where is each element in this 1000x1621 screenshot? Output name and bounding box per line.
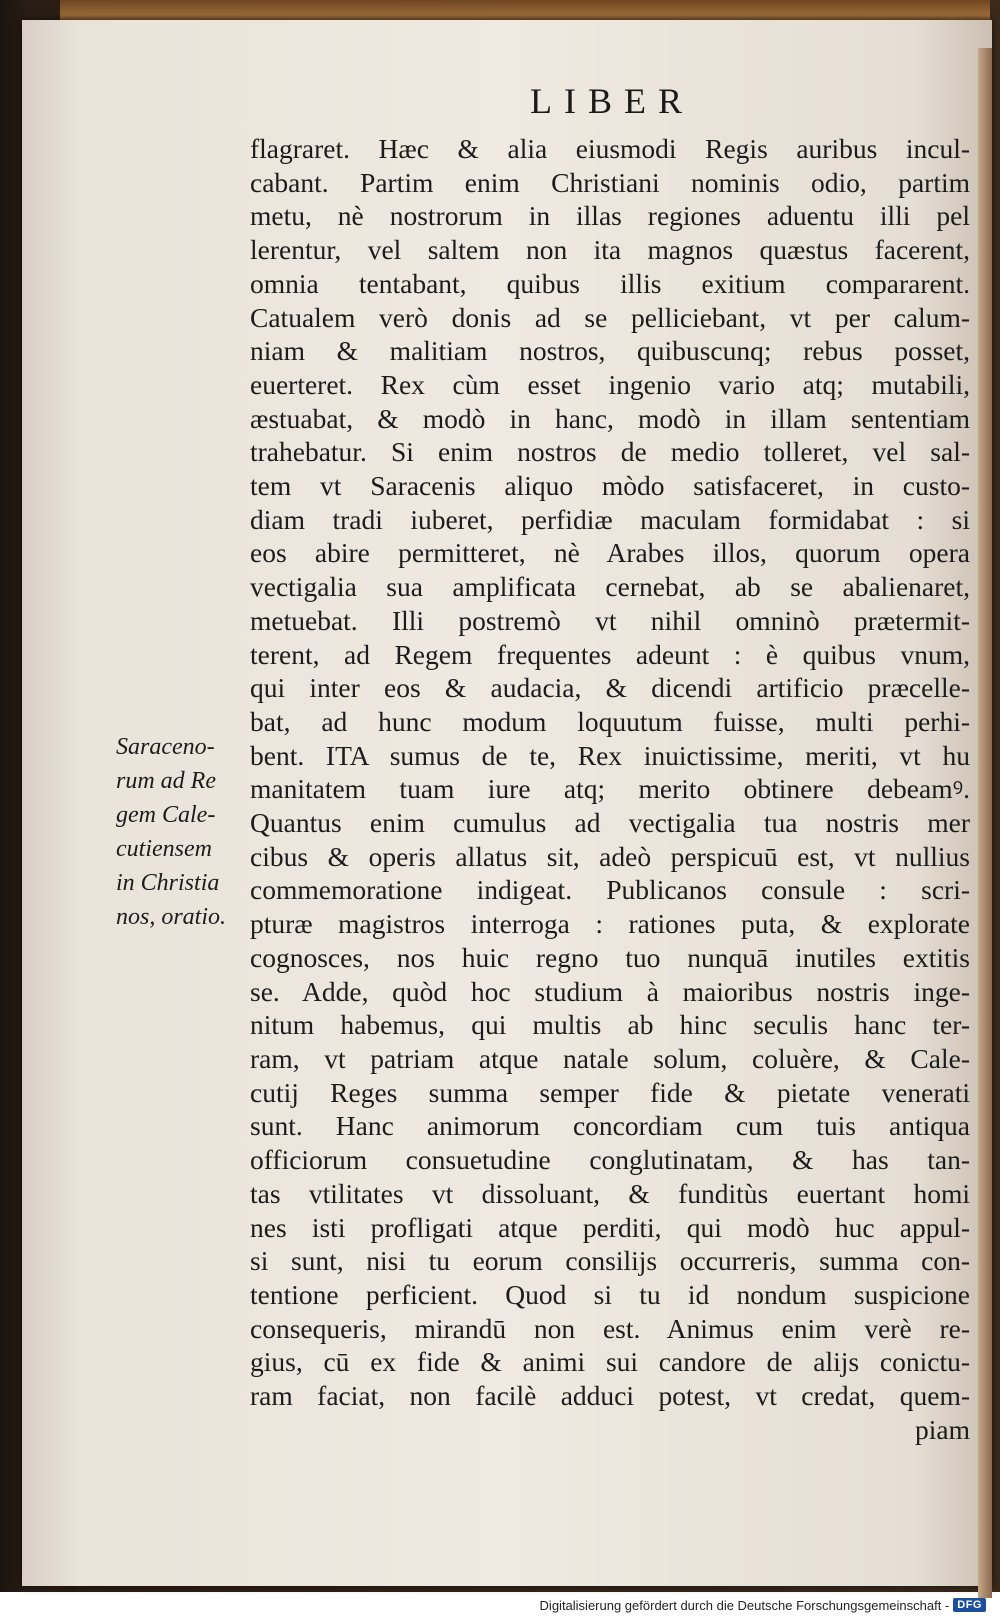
text-line: gius, cū ex fide & animi sui candore de alijs conictu-: [250, 1346, 970, 1378]
text-line: cabant. Partim enim Christiani nominis odio, partim: [250, 166, 970, 198]
text-line: consequeris, mirandū non est. Animus enim verè re-: [250, 1312, 970, 1344]
text-line: flagraret. Hæc & alia eiusmodi Regis auribus incul-: [250, 133, 970, 164]
text-line: nitum habemus, qui multis ab hinc seculis hanc ter-: [250, 1009, 970, 1041]
text-line: nes isti profligati atque perditi, qui modò huc appul-: [250, 1211, 970, 1243]
text-line: officiorum consuetudine conglutinatam, & has tan-: [250, 1144, 970, 1176]
page-right-edge: [978, 48, 992, 1598]
footer-text: Digitalisierung gefördert durch die Deutsche Forschungsgemeinschaft -: [539, 1597, 950, 1613]
text-line: lerentur, vel saltem non ita magnos quæstus facerent,: [250, 234, 970, 266]
text-line: tentione perficient. Quod si tu id nondum suspicione: [250, 1278, 970, 1310]
text-line: terent, ad Regem frequentes adeunt : è quibus vnum,: [250, 638, 970, 670]
text-line: diam tradi iuberet, perfidiæ maculam formidabat : si: [250, 503, 970, 535]
text-line: omnia tentabant, quibus illis exitium compararent.: [250, 267, 970, 299]
marginal-note-line: rum ad Re: [116, 768, 216, 794]
text-line: vectigalia sua amplificata cernebat, ab se abalienaret,: [250, 571, 970, 603]
marginal-note-line: in Christia: [116, 870, 220, 896]
text-line: metuebat. Illi postremò vt nihil omninò prætermit-: [250, 604, 970, 636]
text-line: manitatem tuam iure atq; merito obtinere debeamꝰ.: [250, 773, 970, 805]
dfg-logo: DFG: [953, 1598, 986, 1612]
text-line: qui inter eos & audacia, & dicendi artificio præcelle-: [250, 672, 970, 704]
marginal-note-line: cutiensem: [116, 836, 212, 862]
text-line: æstuabat, & modò in hanc, modò in illam sententiam: [250, 402, 970, 434]
text-line: se. Adde, quòd hoc studium à maioribus nostris inge-: [250, 975, 970, 1007]
text-line: niam & malitiam nostros, quibuscunq; rebus posset,: [250, 335, 970, 367]
text-line: Catualem verò donis ad se pelliciebant, vt per calum-: [250, 301, 970, 333]
text-line: metu, nè nostrorum in illas regiones aduentu illi pel: [250, 200, 970, 232]
marginal-note: [116, 730, 246, 934]
footer: [540, 1595, 986, 1615]
text-line: bat, ad hunc modum loquutum fuisse, multi perhi-: [250, 705, 970, 737]
marginal-note-line: Saraceno-: [116, 734, 215, 760]
text-line: sunt. Hanc animorum concordiam cum tuis antiqua: [250, 1110, 970, 1142]
text-line: cibus & operis allatus sit, adeò perspicuū est, vt nullius: [250, 840, 970, 872]
marginal-note-line: nos, oratio.: [116, 904, 227, 930]
text-line: bent. ITA sumus de te, Rex inuictissime, meriti, vt hu: [250, 739, 970, 771]
text-line: cognosces, nos huic regno tuo nunquā inutiles extitis: [250, 941, 970, 973]
marginal-note-line: gem Cale-: [116, 802, 216, 828]
text-line: pturæ magistros interroga : rationes puta, & explorate: [250, 908, 970, 940]
text-line: cutij Reges summa semper fide & pietate venerati: [250, 1076, 970, 1108]
text-line: ram, vt patriam atque natale solum, coluère, & Cale-: [250, 1042, 970, 1074]
text-line: eos abire permitteret, nè Arabes illos, quorum opera: [250, 537, 970, 569]
text-line: si sunt, nisi tu eorum consilijs occurreris, summa con-: [250, 1245, 970, 1277]
text-line: tas vtilitates vt dissoluant, & funditùs euertant homi: [250, 1177, 970, 1209]
body-text: [250, 132, 970, 1446]
text-line: tem vt Saracenis aliquo mòdo satisfaceret, in custo-: [250, 470, 970, 502]
running-head: LIBER: [530, 81, 694, 121]
text-line: piam: [915, 1413, 970, 1445]
text-line: Quantus enim cumulus ad vectigalia tua nostris mer: [250, 807, 970, 839]
text-line: ram faciat, non facilè adduci potest, vt credat, quem-: [250, 1380, 970, 1412]
text-line: commemoratione indigeat. Publicanos consule : scri-: [250, 874, 970, 906]
text-line: euerteret. Rex cùm esset ingenio vario atq; mutabili,: [250, 368, 970, 400]
text-line: trahebatur. Si enim nostros de medio tolleret, vel sal-: [250, 436, 970, 468]
